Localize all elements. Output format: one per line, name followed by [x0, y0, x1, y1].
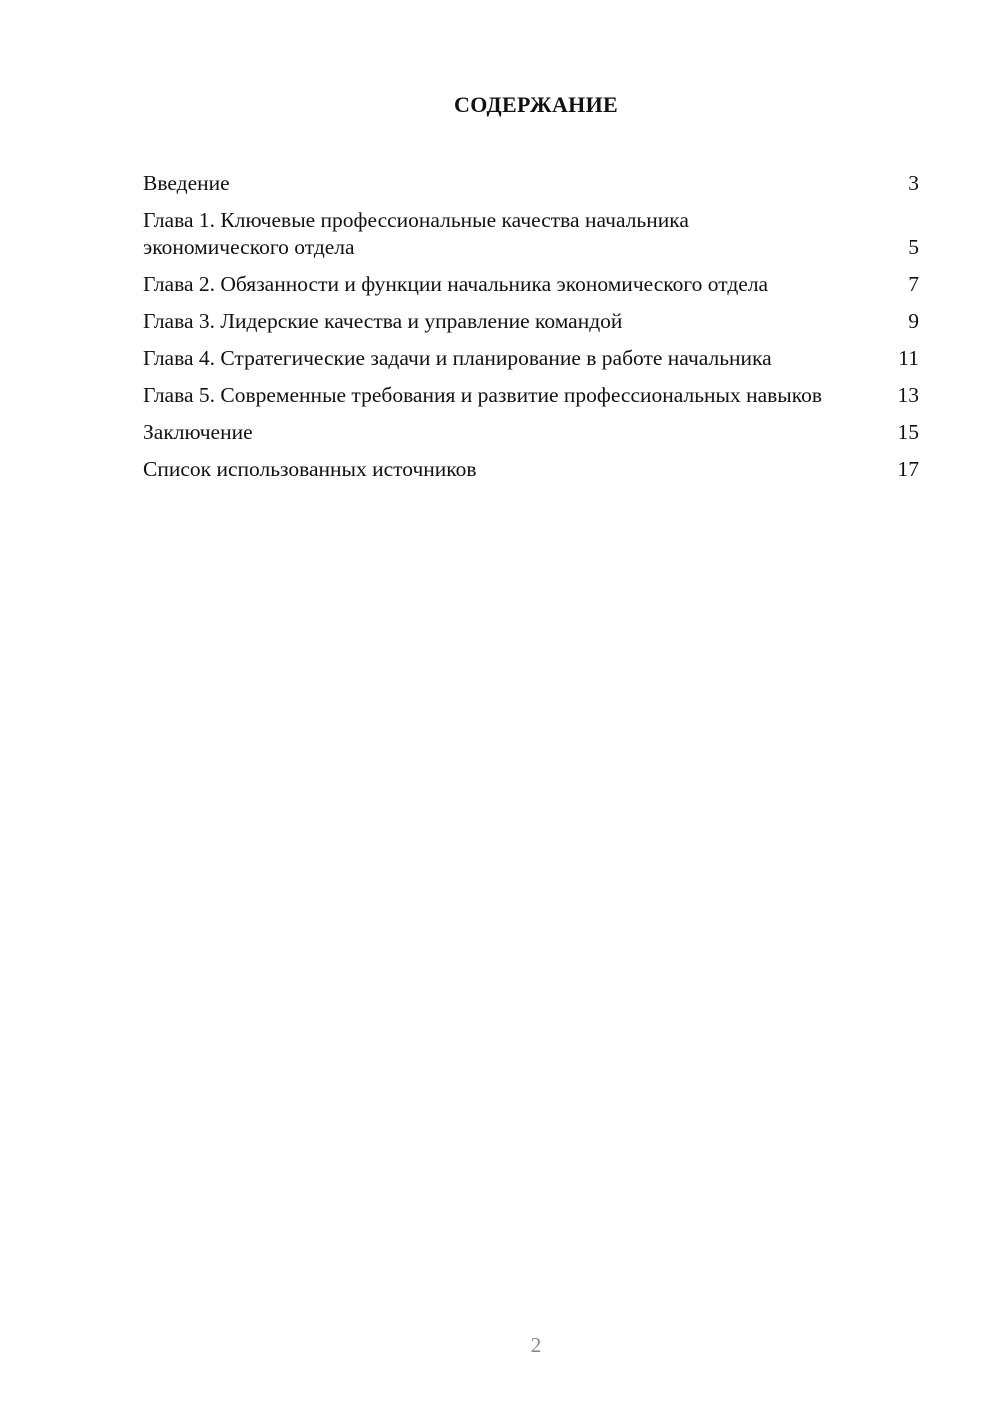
toc-entry-page: 17: [897, 457, 919, 481]
toc-entry-page: 13: [897, 383, 919, 407]
toc-entry-page: 5: [908, 235, 919, 259]
toc-entry-references[interactable]: [143, 456, 919, 483]
toc-entry-page: 7: [908, 272, 919, 296]
toc-entry-page: 9: [908, 309, 919, 333]
toc-entry-title: Глава 1. Ключевые профессиональные качества начальника экономического отдела: [143, 208, 689, 259]
toc-entry-title: Заключение: [143, 420, 253, 444]
toc-entry-page: 11: [898, 346, 919, 370]
table-of-contents: [143, 170, 919, 493]
toc-entry-title: Глава 4. Стратегические задачи и планирование в работе начальника: [143, 346, 772, 370]
toc-entry-conclusion[interactable]: [143, 419, 919, 446]
toc-entry-title: Список использованных источников: [143, 457, 477, 481]
toc-entry-chapter-1[interactable]: [143, 207, 919, 261]
toc-entry-title: Глава 5. Современные требования и развитие профессиональных навыков: [143, 383, 823, 407]
toc-entry-introduction[interactable]: [143, 170, 919, 197]
toc-entry-chapter-4[interactable]: [143, 345, 919, 372]
toc-entry-chapter-5[interactable]: [143, 382, 919, 409]
page-number: 2: [530, 1333, 542, 1357]
toc-entry-page: 3: [908, 171, 919, 195]
toc-entry-title: Введение: [143, 171, 230, 195]
toc-entry-chapter-3[interactable]: [143, 308, 919, 335]
toc-entry-title: Глава 3. Лидерские качества и управление командой: [143, 309, 623, 333]
page-title: СОДЕРЖАНИЕ: [454, 92, 618, 117]
toc-entry-title: Глава 2. Обязанности и функции начальника экономического отдела: [143, 272, 769, 296]
toc-entry-chapter-2[interactable]: [143, 271, 919, 298]
toc-entry-page: 15: [897, 420, 919, 444]
